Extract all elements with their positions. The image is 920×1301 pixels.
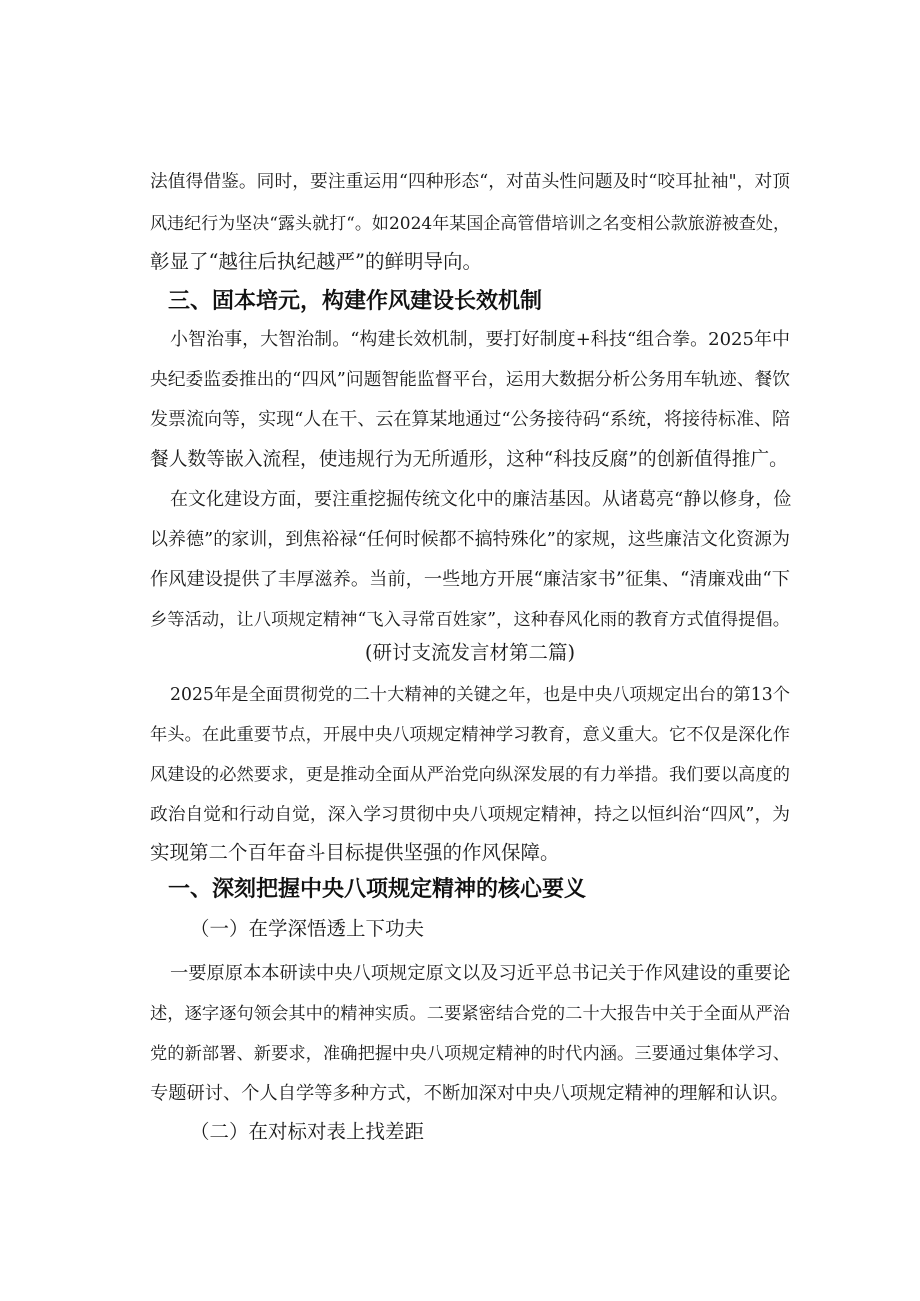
text-line: 发票流向等，实现“人在干、云在算某地通过“公务接待码“系统，将接待标准、陪 <box>150 409 790 430</box>
text-line: 法值得借鉴。同时，要注重运用“四种形态“，对苗头性问题及时“咬耳扯袖"，对顶 <box>150 172 790 192</box>
text-line: 年头。在此重要节点，开展中央八项规定精神学习教育，意义重大。它不仅是深化作 <box>150 725 790 745</box>
text-line: 2025年是全面贯彻党的二十大精神的关键之年，也是中央八项规定出台的第13个 <box>170 685 790 705</box>
text-line: 政治自觉和行动自觉，深入学习贯彻中央八项规定精神，持之以恒纠治“四风”，为 <box>150 805 790 825</box>
subsection-heading: （二）在对标对表上找差距 <box>190 1120 425 1143</box>
text-line: 在文化建设方面，要注重挖掘传统文化中的廉洁基因。从诸葛亮“静以修身，俭 <box>170 489 792 510</box>
section-heading: 一、深刻把握中央八项规定精神的核心要义 <box>168 877 587 902</box>
text-line: 央纪委监委推出的“四风”问题智能监督平台，运用大数据分析公务用车轨迹、餐饮 <box>150 370 790 390</box>
text-line: 风违纪行为坚决“露头就打“。如2024年某国企高管借培训之名变相公款旅游被查处， <box>150 214 790 234</box>
text-line: 餐人数等嵌入流程，使违规行为无所遁形，这种“科技反腐”的创新值得推广。 <box>150 449 788 470</box>
part-title: (研讨支流发言材第二篇) <box>364 641 576 664</box>
text-line: 小智治事，大智治制。“构建长效机制，要打好制度+科技“组合拳。2025年中 <box>170 329 790 350</box>
text-line: 党的新部署、新要求，准确把握中央八项规定精神的时代内涵。三要通过集体学习、 <box>150 1044 790 1064</box>
text-line: 实现第二个百年奋斗目标提供坚强的作风保障。 <box>150 841 560 864</box>
subsection-heading: （一）在学深悟透上下功夫 <box>190 917 425 940</box>
text-line: 述，逐字逐句领会其中的精神实质。二要紧密结合党的二十大报告中关于全面从严治 <box>150 1004 790 1024</box>
text-line: 以养德”的家训，到焦裕禄“任何时候都不搞特殊化”的家规，这些廉洁文化资源为 <box>150 529 790 550</box>
text-line: 乡等活动，让八项规定精神“飞入寻常百姓家”，这种春风化雨的教育方式值得提倡。 <box>150 610 790 630</box>
section-heading: 三、固本培元，构建作风建设长效机制 <box>168 289 543 314</box>
text-line: 风建设的必然要求，更是推动全面从严治党向纵深发展的有力举措。我们要以高度的 <box>150 765 790 785</box>
text-line: 专题研讨、个人自学等多种方式，不断加深对中央八项规定精神的理解和认识。 <box>150 1083 789 1104</box>
text-line: 作风建设提供了丰厚滋养。当前，一些地方开展“廉洁家书”征集、“清廉戏曲“下 <box>150 569 790 590</box>
text-line: 一要原原本本研读中央八项规定原文以及习近平总书记关于作风建设的重要论 <box>170 963 791 984</box>
text-line: 彰显了“越往后执纪越严”的鲜明导向。 <box>150 250 482 273</box>
